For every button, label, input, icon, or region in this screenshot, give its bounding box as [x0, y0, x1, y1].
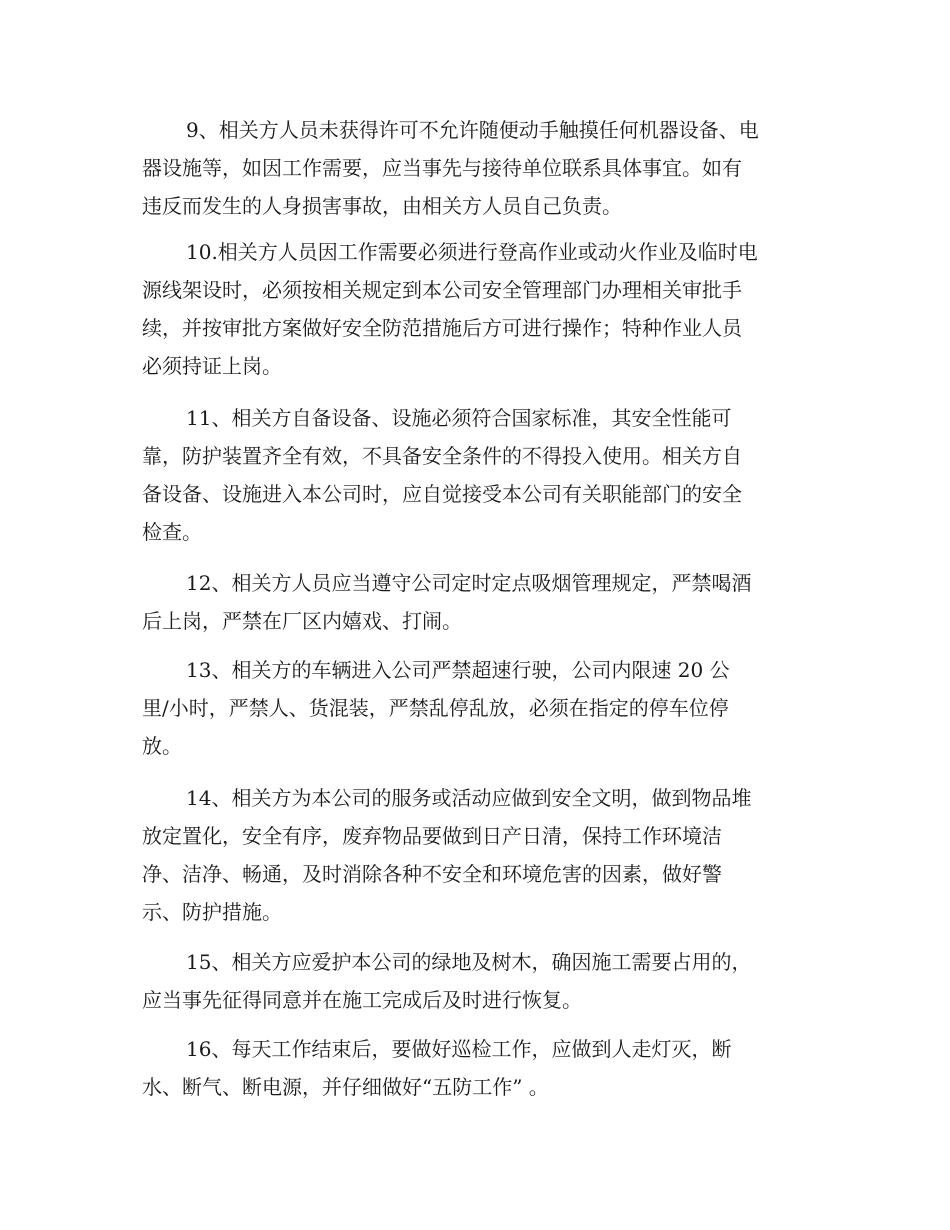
paragraph-line: 放定置化，安全有序，废弃物品要做到日产日清，保持工作环境洁	[142, 824, 722, 848]
paragraph-line: 11、相关方自备设备、设施必须符合国家标准，其安全性能可	[186, 406, 732, 430]
paragraph-line: 违反而发生的人身损害事故，由相关方人员自己负责。	[142, 194, 622, 218]
paragraph-line: 后上岗，严禁在厂区内嬉戏、打闹。	[142, 609, 462, 633]
paragraph-line: 15、相关方应爱护本公司的绿地及树木，确因施工需要占用的，	[186, 950, 752, 974]
paragraph-line: 源线架设时，必须按相关规定到本公司安全管理部门办理相关审批手	[142, 278, 742, 302]
paragraph-10	[142, 233, 822, 385]
paragraph-12	[142, 564, 822, 640]
paragraph-15	[142, 943, 822, 1019]
paragraph-line: 续，并按审批方案做好安全防范措施后方可进行操作；特种作业人员	[142, 316, 742, 340]
paragraph-line: 备设备、设施进入本公司时，应自觉接受本公司有关职能部门的安全	[142, 482, 742, 506]
paragraph-11	[142, 399, 822, 551]
paragraph-line: 器设施等，如因工作需要，应当事先与接待单位联系具体事宜。如有	[142, 156, 742, 180]
paragraph-line: 净、洁净、畅通，及时消除各种不安全和环境危害的因素，做好警	[142, 862, 722, 886]
paragraph-line: 12、相关方人员应当遵守公司定时定点吸烟管理规定，严禁喝酒	[186, 571, 752, 595]
paragraph-line: 13、相关方的车辆进入公司严禁超速行驶，公司内限速 20 公	[186, 658, 730, 682]
paragraph-9	[142, 111, 822, 225]
paragraph-line: 水、断气、断电源，并仔细做好“五防工作” 。	[142, 1075, 549, 1099]
paragraph-line: 必须持证上岗。	[142, 354, 282, 378]
paragraph-13	[142, 651, 822, 765]
paragraph-line: 示、防护措施。	[142, 900, 282, 924]
paragraph-14	[142, 779, 822, 931]
paragraph-line: 靠，防护装置齐全有效，不具备安全条件的不得投入使用。相关方自	[142, 444, 742, 468]
paragraph-line: 应当事先征得同意并在施工完成后及时进行恢复。	[142, 988, 582, 1012]
paragraph-line: 9、相关方人员未获得许可不允许随便动手触摸任何机器设备、电	[186, 118, 759, 142]
paragraph-16	[142, 1030, 822, 1106]
paragraph-line: 放。	[142, 734, 182, 758]
paragraph-line: 里/小时，严禁人、货混装，严禁乱停乱放，必须在指定的停车位停	[142, 696, 729, 720]
paragraph-line: 10.相关方人员因工作需要必须进行登高作业或动火作业及临时电	[186, 240, 758, 264]
paragraph-line: 14、相关方为本公司的服务或活动应做到安全文明，做到物品堆	[186, 786, 752, 810]
paragraph-line: 检查。	[142, 520, 202, 544]
paragraph-line: 16、每天工作结束后，要做好巡检工作，应做到人走灯灭，断	[186, 1037, 732, 1061]
